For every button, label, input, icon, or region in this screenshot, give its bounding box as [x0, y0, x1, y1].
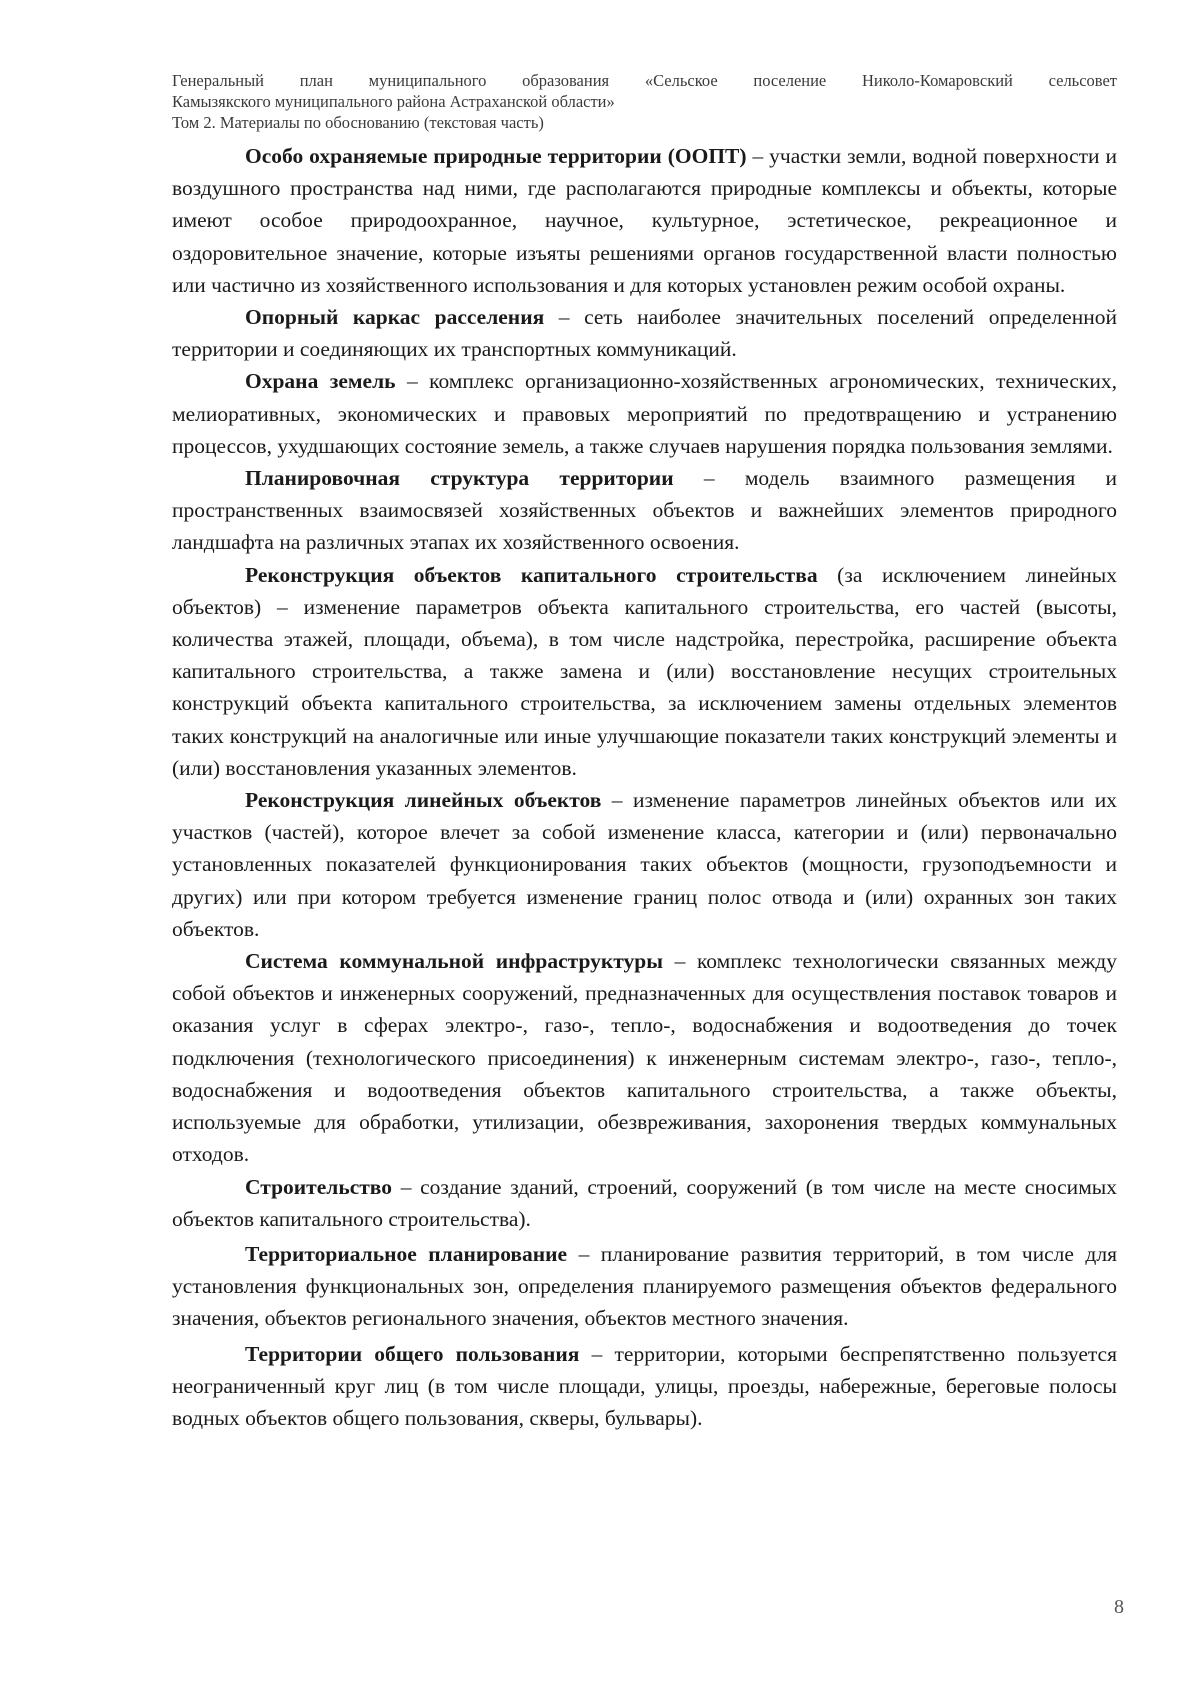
definition-text: (за исключением линейных объектов) – изменение параметров объекта капитального строительства, его частей (высоты, количества этажей, площади, объема), в том числе надстройка, перестройка, расширение объекта капитального строительства, а также замена и (или) восстановление несущих строительных конструкций объекта капитального строительства, за исключением замены отдельных элементов таких конструкций на аналогичные или иные улучшающие показатели таких конструкций элементы и (или) восстановления указанных элементов. [172, 562, 1117, 780]
definition-term: Система коммунальной инфраструктуры [245, 949, 664, 974]
definition-paragraph [172, 784, 1117, 945]
definition-text: – изменение параметров линейных объектов или их участков (частей), которое влечет за собой изменение класса, категории и (или) первоначально установленных показателей функционирования таких объектов (мощности, грузоподъемности и других) или при котором требуется изменение границ полос отвода и (или) охранных зон таких объектов. [172, 788, 1117, 941]
definition-paragraph [172, 1338, 1117, 1435]
definition-text: – сеть наиболее значительных поселений определенной территории и соединяющих их транспортных коммуникаций. [172, 305, 1117, 362]
document-header [172, 70, 1117, 133]
definition-term: Особо охраняемые природные территории (ООПТ) [245, 144, 747, 168]
definition-text: – комплекс организационно-хозяйственных агрономических, технических, мелиоративных, экономических и правовых мероприятий по предотвращению и устранению процессов, ухудшающих состояние земель, а также случаев нарушения порядка пользования землями. [172, 369, 1117, 458]
definition-paragraph [172, 365, 1117, 462]
page-number: 8 [1114, 1596, 1124, 1618]
definition-paragraph [172, 1238, 1117, 1335]
definition-term: Планировочная структура территории [245, 466, 674, 491]
definition-term: Реконструкция линейных объектов [245, 788, 602, 813]
definitions-list [172, 140, 1117, 1434]
definition-paragraph [172, 462, 1117, 559]
definition-paragraph [172, 945, 1117, 1170]
header-line-3: Том 2. Материалы по обоснованию (текстовая часть) [172, 113, 544, 132]
definition-term: Строительство [245, 1174, 393, 1199]
definition-text: – планирование развития территорий, в том числе для установления функциональных зон, определения планируемого размещения объектов федерального значения, объектов регионального значения, объектов местного значения. [172, 1241, 1117, 1331]
definition-term: Охрана земель [245, 369, 396, 394]
definition-paragraph [172, 559, 1117, 784]
definition-term: Территории общего пользования [245, 1341, 580, 1366]
definition-text: – модель взаимного размещения и пространственных взаимосвязей хозяйственных объектов и важнейших элементов природного ландшафта на различных этапах их хозяйственного освоения. [172, 466, 1117, 555]
definition-term: Реконструкция объектов капитального строительства [245, 562, 818, 587]
definition-text: – участки земли, водной поверхности и воздушного пространства над ними, где располагаются природные комплексы и объекты, которые имеют особое природоохранное, научное, культурное, эстетическое, рекреационное и оздоровительное значение, которые изъяты решениями органов государственной власти полностью или частично из хозяйственного использования и для которых установлен режим особой охраны. [172, 144, 1117, 297]
definition-term: Территориальное планирование [245, 1241, 568, 1266]
definition-text: – территории, которыми беспрепятственно пользуется неограниченный круг лиц (в том числе площади, улицы, проезды, набережные, береговые полосы водных объектов общего пользования, скверы, бульвары). [172, 1341, 1117, 1430]
definition-paragraph [172, 140, 1117, 301]
definition-paragraph [172, 1171, 1117, 1235]
definition-paragraph [172, 301, 1117, 365]
definition-text: – комплекс технологически связанных между собой объектов и инженерных сооружений, предназначенных для осуществления поставок товаров и оказания услуг в сферах электро-, газо-, тепло-, водоснабжения и водоотведения до точек подключения (технологического присоединения) к инженерным системам электро-, газо-, тепло-, водоснабжения и водоотведения объектов капитального строительства, а также объекты, используемые для обработки, утилизации, обезвреживания, захоронения твердых коммунальных отходов. [172, 949, 1117, 1167]
definition-term: Опорный каркас расселения [245, 305, 545, 330]
definition-text: – создание зданий, строений, сооружений (в том числе на месте сносимых объектов капитального строительства). [172, 1174, 1117, 1231]
header-line-1: Генеральный план муниципального образования «Сельское поселение Николо-Комаровский сельсовет [172, 71, 1117, 90]
header-line-2: Камызякского муниципального района Астраханской области» [172, 92, 615, 111]
